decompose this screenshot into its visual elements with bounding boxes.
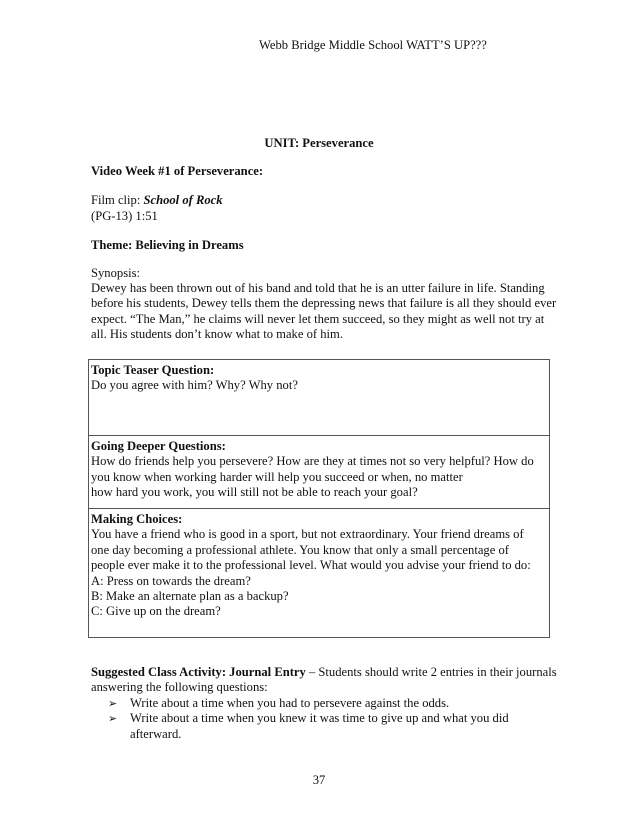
synopsis-label: Synopsis: xyxy=(91,266,140,280)
making-choices-line: You have a friend who is good in a sport, but not extraordinary. Your friend dreams of xyxy=(91,527,524,542)
going-deeper-title: Going Deeper Questions: xyxy=(91,439,226,453)
choice-option: C: Give up on the dream? xyxy=(91,604,221,619)
arrow-bullet-icon: ➢ xyxy=(108,712,118,726)
unit-title: UNIT: Perseverance xyxy=(264,136,374,150)
list-item xyxy=(108,711,548,742)
activity-title: Suggested Class Activity: Journal Entry xyxy=(91,665,306,679)
making-choices-cell xyxy=(89,509,550,638)
activity-item-text: Write about a time when you had to persevere against the odds. xyxy=(130,696,450,710)
synopsis-text: Dewey has been thrown out of his band and told that he is an utter failure in life. Standing before his students, Dewey tells them the depressing news that failure is all they should ever expect. “The Man,” he claims will never let them succeed, so they might as well not try at all. His students don’t know what to make of him. xyxy=(91,281,557,342)
table-row xyxy=(89,360,550,436)
making-choices-title: Making Choices: xyxy=(91,512,183,526)
activity-list xyxy=(108,696,548,742)
going-deeper-line: How do friends help you persevere? How are they at times not so very helpful? How do xyxy=(91,454,534,469)
activity-paragraph xyxy=(91,665,561,696)
page-number: 37 xyxy=(312,773,326,787)
theme-heading: Theme: Believing in Dreams xyxy=(91,238,244,252)
table-row xyxy=(89,436,550,509)
choice-option: A: Press on towards the dream? xyxy=(91,573,251,588)
going-deeper-cell xyxy=(89,436,550,509)
topic-teaser-title: Topic Teaser Question: xyxy=(91,363,215,377)
activity-item-text: Write about a time when you knew it was time to give up and what you did afterward. xyxy=(130,711,509,741)
list-item xyxy=(108,696,548,711)
table-row xyxy=(89,509,550,638)
making-choices-line: one day becoming a professional athlete. You know that only a small percentage of xyxy=(91,542,509,557)
choice-option: B: Make an alternate plan as a backup? xyxy=(91,589,289,604)
film-title: School of Rock xyxy=(143,193,223,207)
topic-teaser-text: Do you agree with him? Why? Why not? xyxy=(91,378,298,393)
page-header: Webb Bridge Middle School WATT’S UP??? xyxy=(259,38,487,52)
film-clip-label: Film clip: xyxy=(91,193,144,207)
activity-text: Students should write 2 entries in their journals answering the following questions: xyxy=(91,665,557,695)
arrow-bullet-icon: ➢ xyxy=(108,697,118,710)
activity-dash: – xyxy=(305,665,319,679)
film-clip-line xyxy=(91,193,223,208)
video-week-heading: Video Week #1 of Perseverance: xyxy=(91,164,264,178)
making-choices-line: people ever make it to the professional level. What would you advise your friend to do: xyxy=(91,558,531,573)
film-rating: (PG-13) 1:51 xyxy=(91,209,158,223)
questions-table xyxy=(88,359,550,638)
going-deeper-line: how hard you work, you will still not be able to reach your goal? xyxy=(91,485,418,500)
topic-teaser-cell xyxy=(89,360,550,436)
going-deeper-line: you know when working harder will help you succeed or when, no matter xyxy=(91,469,463,484)
